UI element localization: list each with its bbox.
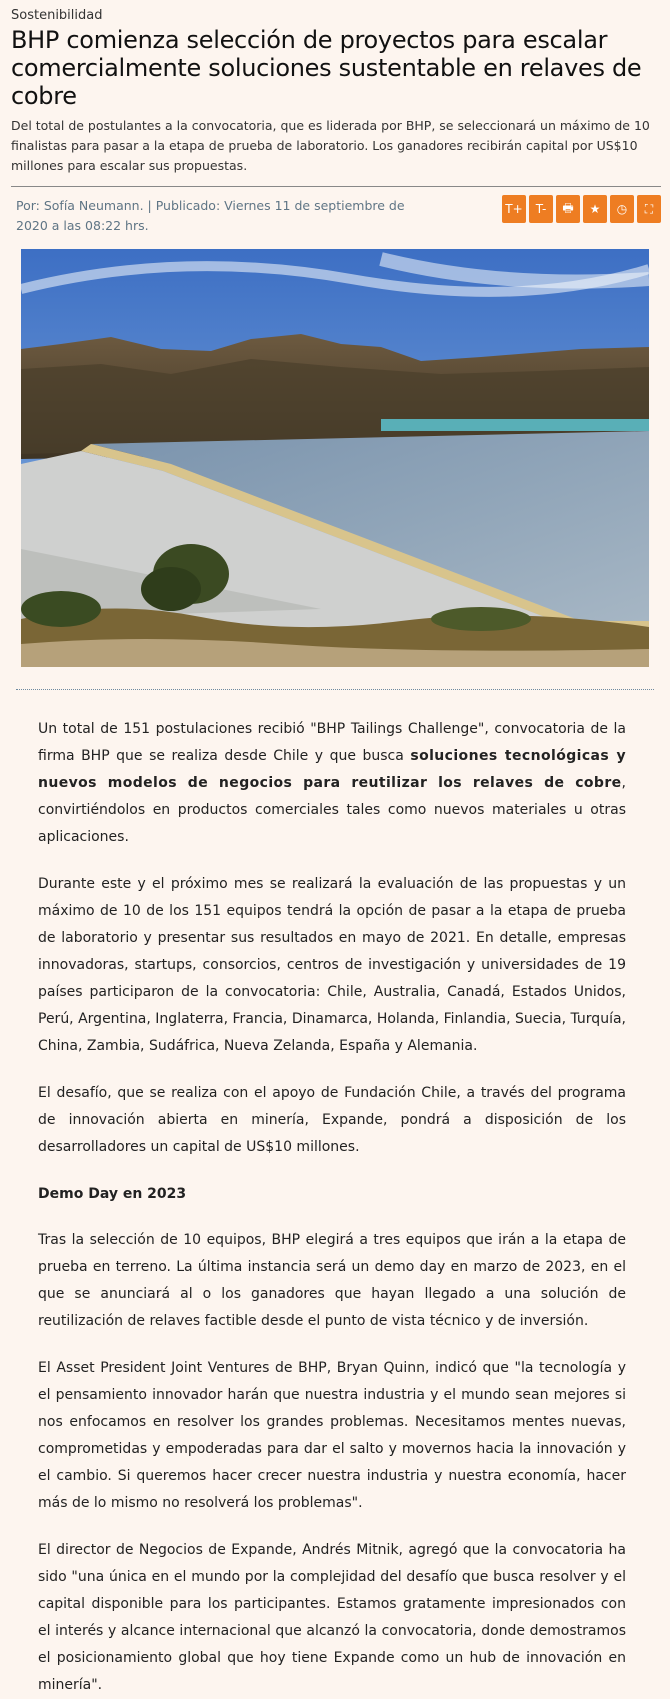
article-body xyxy=(38,716,626,1699)
paragraph-1: Un total de 151 postulaciones recibió "BHP Tailings Challenge", convocatoria de la firma BHP que se realiza desde Chile y que busca soluciones tecnológicas y nuevos modelos de negocios para reutilizar los relaves de cobre, convirtiéndolos en productos comerciales tales como nuevos materiales u otras aplicaciones. xyxy=(38,721,626,845)
article-lead: Del total de postulantes a la convocatoria, que es liderada por BHP, se seleccionará un máximo de 10 finalistas para pasar a la etapa de prueba de laboratorio. Los ganadores recibirán capital por US$10 millones para escalar sus propuestas. xyxy=(11,118,650,173)
paragraph-5: El Asset President Joint Ventures de BHP, Bryan Quinn, indicó que "la tecnología y el pensamiento innovador harán que nuestra industria y el mundo sean mejores si nos enfocamos en resolver los grandes problemas. Necesitamos mentes nuevas, comprometidas y empoderadas para dar el salto y movernos hacia la innovación y el cambio. Si queremos hacer crecer nuestra industria y nuestra economía, hacer más de lo mismo no resolverá los problemas". xyxy=(38,1360,626,1511)
article-toolbar xyxy=(502,195,661,223)
byline: Por: Sofía Neumann. | Publicado: Viernes 11 de septiembre de 2020 a las 08:22 hrs. xyxy=(16,198,405,233)
paragraph-3: El desafío, que se realiza con el apoyo de Fundación Chile, a través del programa de innovación abierta en minería, Expande, pondrá a disposición de los desarrolladores un capital de US$10 millones. xyxy=(38,1085,626,1155)
article-title: BHP comienza selección de proyectos para escalar comercialmente soluciones sustentable en relaves de cobre xyxy=(11,26,642,110)
photo-divider xyxy=(16,689,654,690)
paragraph-4: Tras la selección de 10 equipos, BHP elegirá a tres equipos que irán a la etapa de prueba en terreno. La última instancia será un demo day en marzo de 2023, en el que se anunciará al o los ganadores que hayan llegado a una solución de reutilización de relaves factible desde el punto de vista técnico y de inversión. xyxy=(38,1232,626,1329)
fullscreen-icon[interactable]: ⛶ xyxy=(637,195,661,223)
section-label[interactable]: Sostenibilidad xyxy=(11,8,103,23)
clock-icon[interactable]: ◷ xyxy=(610,195,634,223)
font-increase-button[interactable]: T+ xyxy=(502,195,526,223)
paragraph-2: Durante este y el próximo mes se realizará la evaluación de las propuestas y un máximo de 10 de los 151 equipos tendrá la opción de pasar a la etapa de prueba de laboratorio y presentar sus resultados en mayo de 2021. En detalle, empresas innovadoras, startups, consorcios, centros de investigación y universidades de 19 países participaron de la convocatoria: Chile, Australia, Canadá, Estados Unidos, Perú, Argentina, Inglaterra, Francia, Dinamarca, Holanda, Finlandia, Suecia, Turquía, China, Zambia, Sudáfrica, Nueva Zelanda, España y Alemania. xyxy=(38,876,626,1054)
font-decrease-button[interactable]: T- xyxy=(529,195,553,223)
paragraph-6: El director de Negocios de Expande, Andrés Mitnik, agregó que la convocatoria ha sido "una única en el mundo por la complejidad del desafío que busca resolver y el capital disponible para los participantes. Estamos gratamente impresionados con el interés y alcance internacional que alcanzó la convocatoria, donde demostramos el posicionamiento global que hoy tiene Expande como un hub de innovación en minería". xyxy=(38,1542,626,1693)
highlight-text: soluciones tecnológicas y nuevos modelos de negocios para reutilizar los relaves de cobre xyxy=(38,748,626,791)
subheading: Demo Day en 2023 xyxy=(38,1186,187,1202)
meta-row xyxy=(11,187,661,245)
star-icon[interactable]: ★ xyxy=(583,195,607,223)
print-icon[interactable]: 🖶 xyxy=(556,195,580,223)
article-photo xyxy=(21,249,649,667)
